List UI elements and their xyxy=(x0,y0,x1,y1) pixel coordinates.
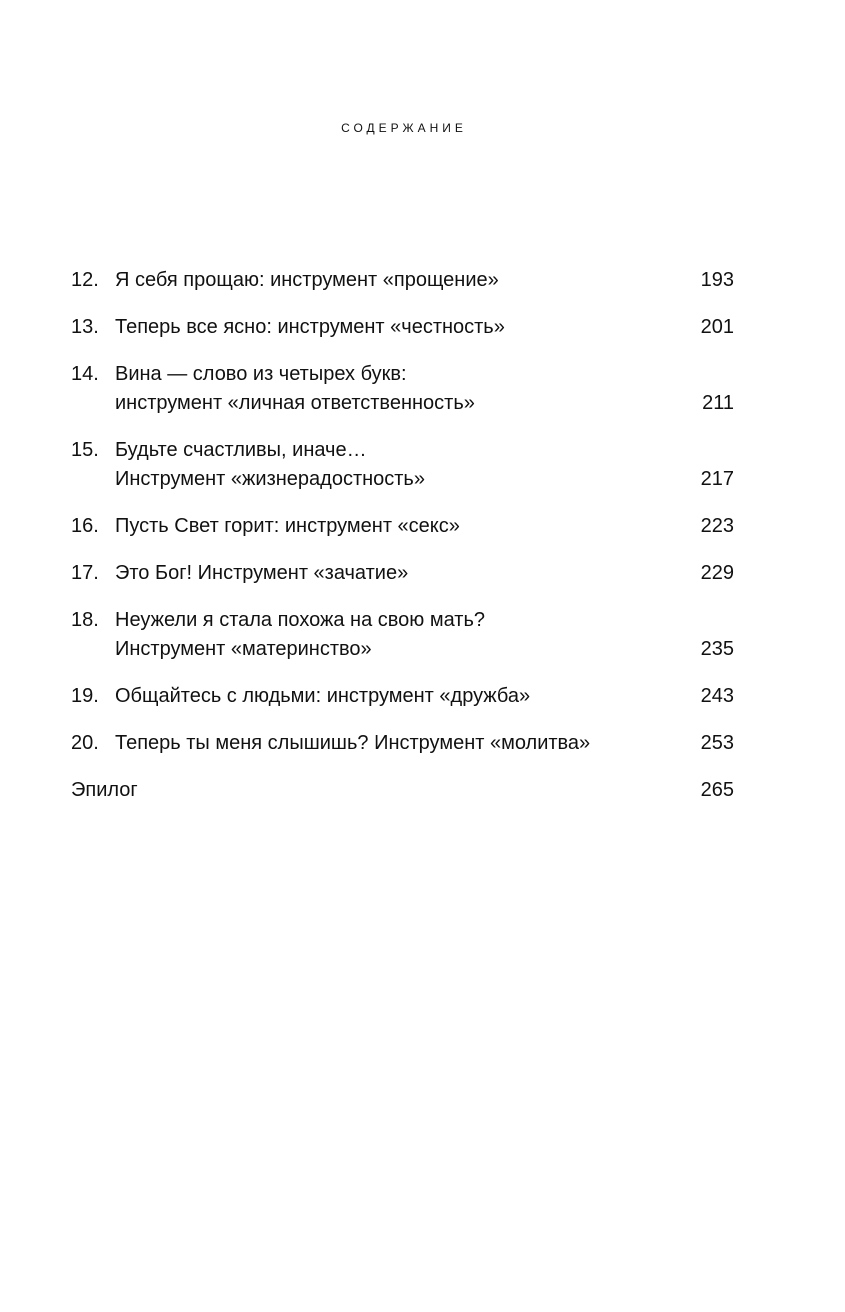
toc-entry-page: 201 xyxy=(700,316,734,338)
toc-entry-title-line: Теперь все ясно: инструмент «честность» xyxy=(115,316,505,338)
toc-entry-15[interactable] xyxy=(71,436,734,494)
toc-entry-title xyxy=(115,313,694,342)
toc-entry-title xyxy=(115,436,694,494)
toc-entry-title-line: Вина — слово из четырех букв: xyxy=(115,363,407,385)
toc-entry-page: 223 xyxy=(700,515,734,537)
toc-entry-page: 235 xyxy=(700,638,734,660)
toc-entry-page: 193 xyxy=(700,269,734,291)
toc-entry-title-line: инструмент «личная ответственность» xyxy=(115,392,475,414)
toc-entry-page: 265 xyxy=(700,779,734,801)
toc-entry-title-line: Это Бог! Инструмент «зачатие» xyxy=(115,562,409,584)
toc-entry-title xyxy=(115,559,694,588)
toc-entry-title-line: Эпилог xyxy=(71,779,138,801)
toc-entry-page: 217 xyxy=(700,468,734,490)
toc-entry-number: 14. xyxy=(71,363,99,385)
toc-entry-16[interactable] xyxy=(71,512,734,541)
toc-entry-19[interactable] xyxy=(71,682,734,711)
toc-entry-title xyxy=(115,729,694,758)
toc-entry-title-line: Инструмент «жизнерадостность» xyxy=(115,468,425,490)
toc-entry-title-line: Общайтесь с людьми: инструмент «дружба» xyxy=(115,685,531,707)
toc-entry-title xyxy=(115,266,694,295)
toc-entry-number: 12. xyxy=(71,269,99,291)
toc-entry-title-line: Пусть Свет горит: инструмент «секс» xyxy=(115,515,460,537)
toc-entry-number: 17. xyxy=(71,562,99,584)
toc-entry-title-line: Будьте счастливы, иначе… xyxy=(115,439,367,461)
toc-entry-12[interactable] xyxy=(71,266,734,295)
page-title: СОДЕРЖАНИЕ xyxy=(341,121,467,135)
toc-entry-title-line: Неужели я стала похожа на свою мать? xyxy=(115,609,485,631)
toc-entry-epilogue[interactable] xyxy=(71,776,734,805)
toc-entry-title xyxy=(115,682,694,711)
toc-entry-title-line: Инструмент «материнство» xyxy=(115,638,372,660)
toc-entry-17[interactable] xyxy=(71,559,734,588)
toc-entry-number: 13. xyxy=(71,316,99,338)
toc-entry-title xyxy=(115,512,694,541)
toc-entry-page: 243 xyxy=(700,685,734,707)
toc-entry-20[interactable] xyxy=(71,729,734,758)
toc-entry-page: 211 xyxy=(702,392,734,414)
table-of-contents xyxy=(71,266,734,823)
toc-entry-page: 253 xyxy=(700,732,734,754)
toc-entry-number: 20. xyxy=(71,732,99,754)
toc-entry-number: 18. xyxy=(71,609,99,631)
toc-entry-number: 15. xyxy=(71,439,99,461)
toc-entry-title xyxy=(115,360,694,418)
toc-entry-number: 19. xyxy=(71,685,99,707)
toc-entry-14[interactable] xyxy=(71,360,734,418)
toc-entry-title xyxy=(71,776,694,805)
toc-entry-18[interactable] xyxy=(71,606,734,664)
toc-entry-number: 16. xyxy=(71,515,99,537)
toc-entry-title-line: Теперь ты меня слышишь? Инструмент «молитва» xyxy=(115,732,591,754)
toc-entry-title-line: Я себя прощаю: инструмент «прощение» xyxy=(115,269,499,291)
toc-entry-13[interactable] xyxy=(71,313,734,342)
toc-entry-title xyxy=(115,606,694,664)
toc-entry-page: 229 xyxy=(700,562,734,584)
